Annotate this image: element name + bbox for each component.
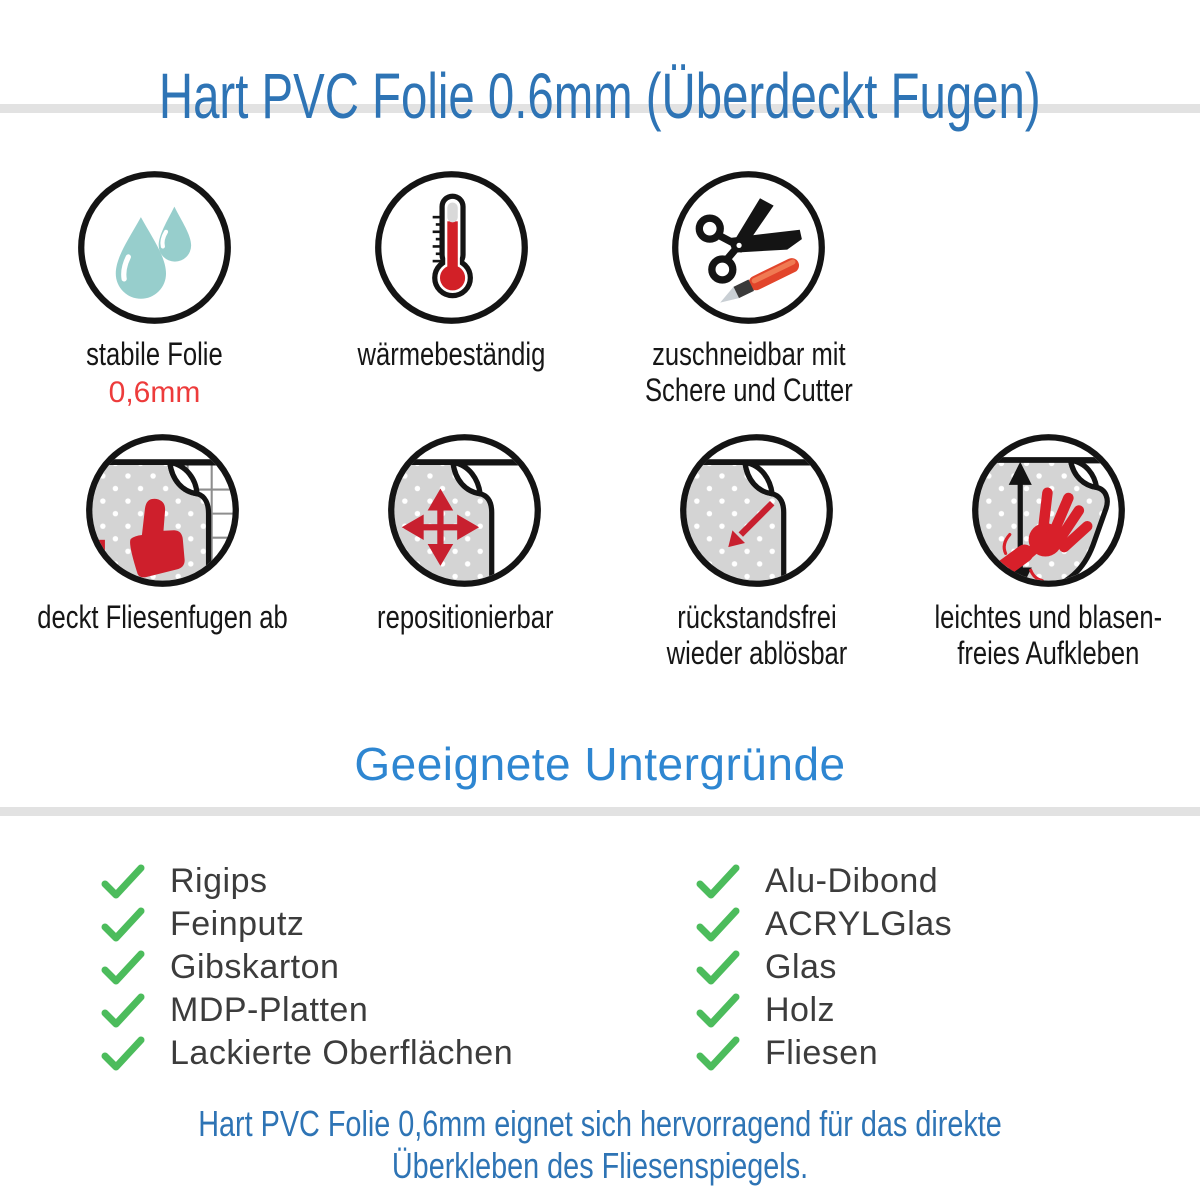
reposition-arrows-icon <box>386 432 543 589</box>
smoothing-hand-icon <box>970 432 1127 589</box>
feature-wasserfest <box>6 169 303 410</box>
footer-line: Hart PVC Folie 0,6mm eignet sich hervorragend für das direkte <box>198 1103 1002 1144</box>
substrates-heading: Geeignete Untergründe <box>354 738 846 790</box>
feature-label <box>619 336 879 408</box>
footer-note <box>0 1103 1200 1187</box>
feature-label-line: wärmebeständig <box>357 336 546 372</box>
substrates-column-left <box>100 860 695 1075</box>
check-icon <box>695 993 741 1029</box>
peel-arrow-icon <box>678 432 835 589</box>
feature-label <box>6 599 319 635</box>
check-icon <box>100 864 146 900</box>
check-icon <box>695 950 741 986</box>
feature-label <box>644 599 870 671</box>
feature-label-line: Schere und Cutter <box>644 372 853 408</box>
substrate-item <box>100 946 695 989</box>
check-icon <box>100 993 146 1029</box>
feature-row-2 <box>0 432 1200 671</box>
substrate-label: Lackierte Oberflächen <box>170 1034 514 1072</box>
check-icon <box>100 1036 146 1072</box>
feature-blasenfrei <box>902 432 1194 671</box>
substrate-label: Gibskarton <box>170 948 340 986</box>
substrate-item <box>100 860 695 903</box>
feature-label <box>906 599 1191 671</box>
substrate-label: Feinputz <box>170 905 305 943</box>
feature-row-1 <box>0 169 1200 410</box>
feature-label-line: leichtes und blasen- <box>934 599 1163 635</box>
substrate-label: ACRYLGlas <box>765 905 953 943</box>
tile-thumbs-up-icon <box>84 432 241 589</box>
feature-label-line: deckt Fliesenfugen ab <box>37 599 288 635</box>
thermometer-icon <box>373 169 530 326</box>
feature-label-line: freies Aufkleben <box>957 635 1140 671</box>
substrate-label: Fliesen <box>765 1034 879 1072</box>
substrate-item <box>695 903 952 946</box>
substrate-item <box>100 903 695 946</box>
feature-label-line: zuschneidbar mit <box>651 336 846 372</box>
substrate-label: Alu-Dibond <box>765 862 939 900</box>
feature-label-line: repositionierbar <box>376 599 554 635</box>
substrate-label: Glas <box>765 948 837 986</box>
substrate-item <box>100 1032 695 1075</box>
feature-label-line: stabile Folie <box>86 336 223 372</box>
feature-label <box>355 599 576 635</box>
substrate-item <box>695 946 952 989</box>
substrate-label: Holz <box>765 991 836 1029</box>
feature-zuschneidbar <box>600 169 897 410</box>
substrates-lists <box>0 860 1200 1075</box>
feature-rueckstandsfrei <box>611 432 903 671</box>
scissors-cutter-icon <box>670 169 827 326</box>
substrate-label: MDP-Platten <box>170 991 369 1029</box>
substrates-column-right <box>695 860 952 1075</box>
check-icon <box>695 864 741 900</box>
substrate-label: Rigips <box>170 862 268 900</box>
feature-label-line: wieder ablösbar <box>666 635 847 671</box>
footer-line: Überkleben des Fliesenspiegels. <box>391 1145 809 1186</box>
feature-sublabel-thickness: 0,6mm <box>108 376 201 409</box>
substrate-item <box>695 860 952 903</box>
check-icon <box>695 907 741 943</box>
page-title: Hart PVC Folie 0.6mm (Überdeckt Fugen) <box>159 59 1041 132</box>
check-icon <box>100 907 146 943</box>
divider-bar <box>0 807 1200 816</box>
substrate-item <box>100 989 695 1032</box>
water-drops-icon <box>76 169 233 326</box>
feature-waermebestaendig <box>303 169 600 410</box>
feature-repositionierbar <box>319 432 611 671</box>
substrate-item <box>695 989 952 1032</box>
check-icon <box>695 1036 741 1072</box>
feature-label-line: rückstandsfrei <box>676 599 837 635</box>
feature-label <box>69 336 240 372</box>
check-icon <box>100 950 146 986</box>
feature-deckt-fliesenfugen <box>6 432 319 671</box>
feature-label <box>334 336 569 372</box>
substrate-item <box>695 1032 952 1075</box>
